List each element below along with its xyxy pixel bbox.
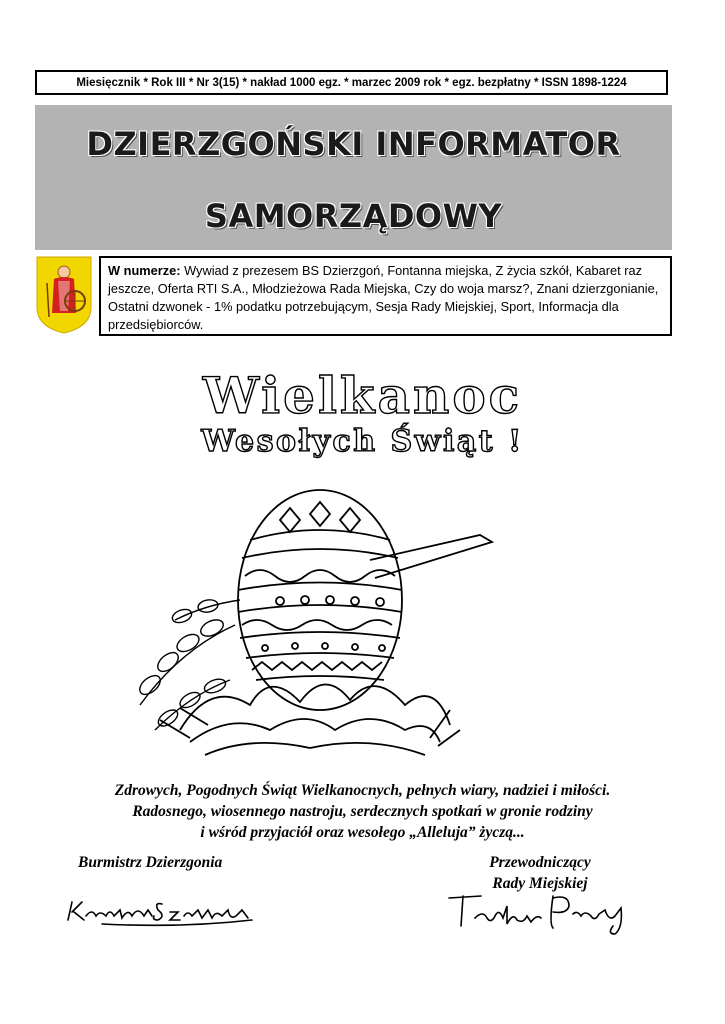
contents-text: Wywiad z prezesem BS Dzierzgoń, Fontanna miejska, Z życia szkół, Kabaret raz jeszcze, Oferta RTI S.A., Młodzieżowa Rada Miejska, Czy do woja marsz?, Znani dzierzgonianie, Ostatni dzwonek - 1% podatku potrzebującym, Sesja Rady Miejskiej, Sport, Informacja dla przedsiębiorców. xyxy=(108,263,659,332)
title-line-2: SAMORZĄDOWY xyxy=(204,197,503,235)
easter-egg-illustration xyxy=(120,480,500,770)
coat-of-arms-icon xyxy=(35,255,93,335)
headline-sub: Wesołych Świąt ! xyxy=(201,424,524,459)
signatory-mayor: Burmistrz Dzierzgonia xyxy=(78,854,223,871)
headline-main: Wielkanoc xyxy=(202,366,523,425)
greeting-line-2: Radosnego, wiosennego nastroju, serdecznych spotkań w gronie rodziny xyxy=(132,803,593,820)
greeting-line-3: i wśród przyjaciół oraz wesołego „Alleluja” życzą... xyxy=(200,824,525,841)
signatory-council-line-2: Rady Miejskiej xyxy=(492,875,588,892)
issue-contents xyxy=(99,256,672,336)
contents-lead: W numerze: xyxy=(108,263,181,278)
easter-greeting xyxy=(0,780,725,843)
masthead-info: Miesięcznik * Rok III * Nr 3(15) * nakład 1000 egz. * marzec 2009 rok * egz. bezpłatny * ISSN 1898-1224 xyxy=(35,70,668,95)
signature-mayor xyxy=(62,890,262,930)
signatory-council-line-1: Przewodniczący xyxy=(489,854,591,871)
title-banner xyxy=(35,105,672,250)
greeting-line-1: Zdrowych, Pogodnych Świąt Wielkanocnych, pełnych wiary, nadziei i miłości. xyxy=(114,782,611,799)
title-line-1: DZIERZGOŃSKI INFORMATOR xyxy=(86,125,621,163)
signature-council-chair xyxy=(445,888,630,938)
